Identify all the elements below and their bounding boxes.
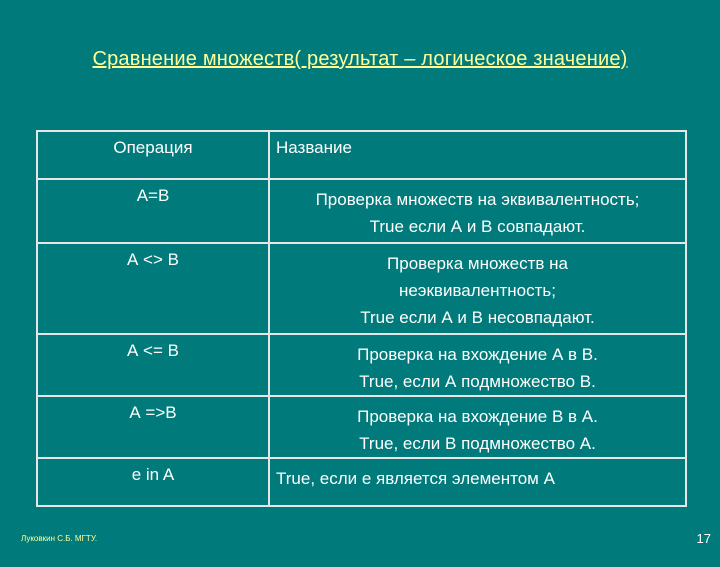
description-cell: [269, 458, 686, 506]
table-row: [37, 243, 686, 334]
page-number: 17: [696, 531, 711, 546]
description-line: True, если е является элементом А: [276, 469, 555, 488]
table-row: [37, 458, 686, 506]
description-cell: [269, 179, 686, 243]
table-header-row: [37, 131, 686, 179]
description-cell: [269, 243, 686, 334]
description-line: True, если В подмножество А.: [359, 434, 596, 453]
operation-cell: А=В: [37, 179, 269, 243]
header-name: Название: [269, 131, 686, 179]
operations-table: [36, 130, 687, 507]
description-line: True если А и В несовпадают.: [360, 308, 595, 327]
description-cell: [269, 396, 686, 458]
slide-title: Сравнение множеств( результат – логическое значение): [92, 48, 628, 70]
description-line: Проверка множеств на: [387, 254, 568, 273]
description-line: Проверка множеств на эквивалентность;: [315, 190, 640, 209]
footer-author: Луковкин С.Б. МГТУ.: [21, 534, 98, 543]
description-line: Проверка на вхождение А в В.: [357, 345, 598, 364]
header-operation: Операция: [37, 131, 269, 179]
operation-cell: А <> В: [37, 243, 269, 334]
description-cell: [269, 334, 686, 396]
table-row: [37, 396, 686, 458]
operation-cell: А =>В: [37, 396, 269, 458]
description-line: Проверка на вхождение В в А.: [357, 407, 598, 426]
operation-cell: e in A: [37, 458, 269, 506]
description-line: неэквивалентность;: [398, 281, 557, 300]
description-line: True, если А подмножество В.: [359, 372, 596, 391]
description-line: True если А и В совпадают.: [369, 217, 586, 236]
table-row: [37, 179, 686, 243]
table-row: [37, 334, 686, 396]
operation-cell: А <= В: [37, 334, 269, 396]
